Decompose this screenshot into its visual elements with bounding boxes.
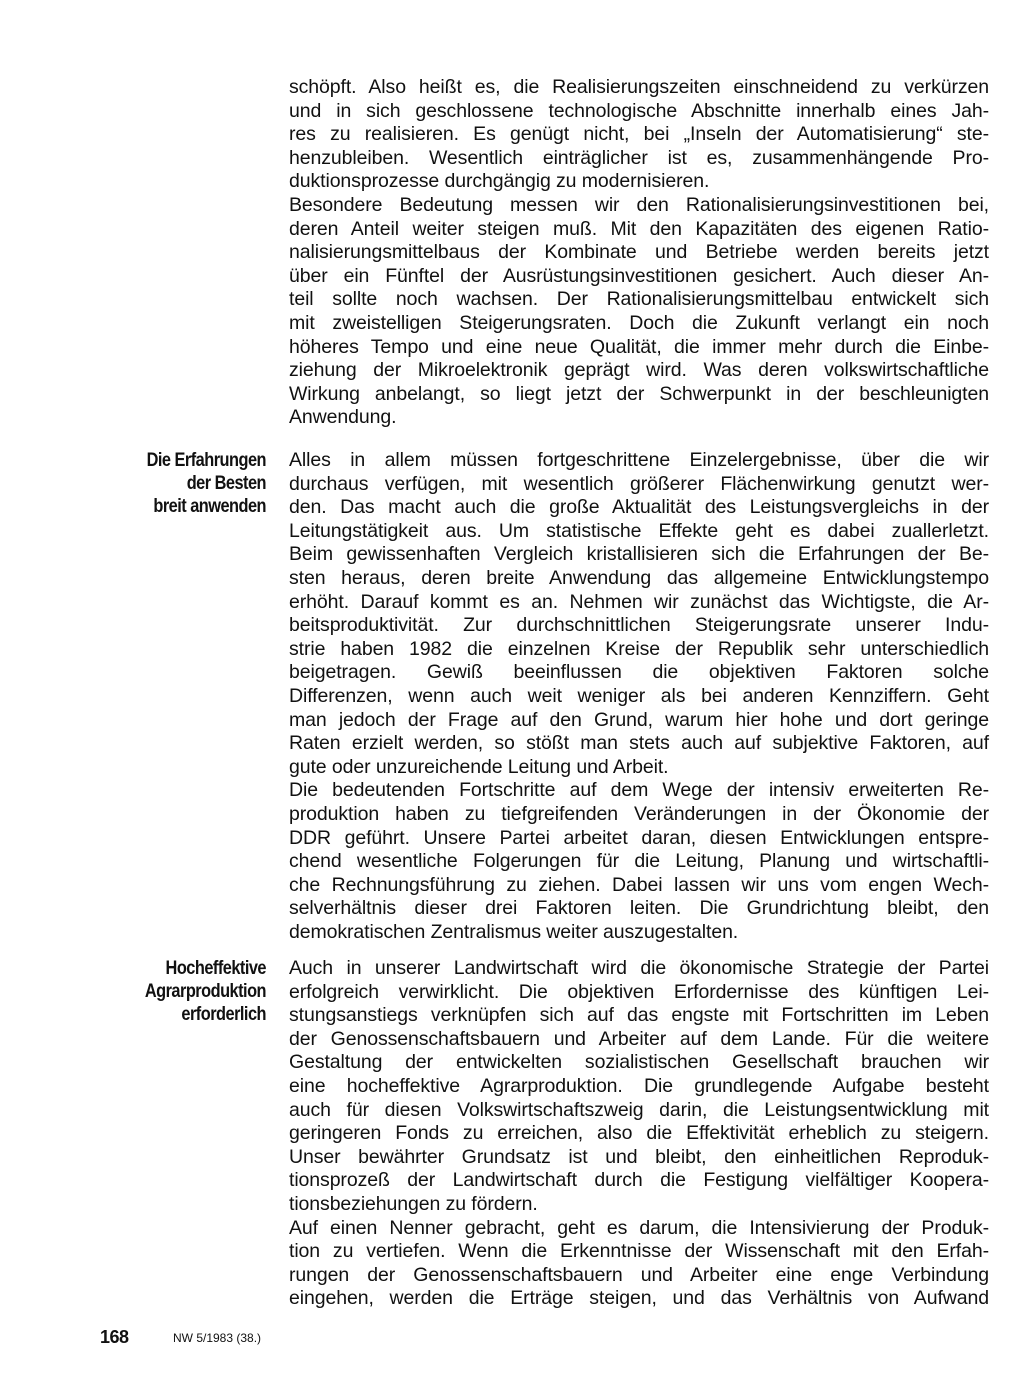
text-line: geringeren Fonds zu erreichen, also die Effektivität erheblich zu steigern.	[289, 1122, 989, 1145]
text-line: über ein Fünftel der Ausrüstungsinvestitionen gesichert. Auch dieser An-	[289, 264, 989, 287]
text-line: auch für diesen Volkswirtschaftszweig darin, die Leistungsentwicklung mit	[289, 1098, 989, 1121]
text-line: Beim gewissenhaften Vergleich kristallisieren sich die Erfahrungen der Be-	[289, 543, 989, 566]
text-line: tion zu vertiefen. Wenn die Erkenntnisse der Wissenschaft mit den Erfah-	[289, 1240, 989, 1263]
body-column	[289, 449, 989, 944]
side-heading-line: der Besten	[186, 473, 266, 494]
text-line: Differenzen, wenn auch weit weniger als bei anderen Kennziffern. Geht	[289, 684, 989, 707]
text-line: Besondere Bedeutung messen wir den Rationalisierungsinvestitionen bei,	[289, 193, 989, 216]
text-line: duktionsprozesse durchgängig zu modernisieren.	[289, 170, 710, 193]
text-line: den. Das macht auch die große Aktualität des Leistungsvergleichs in der	[289, 496, 989, 519]
text-line: Die bedeutenden Fortschritte auf dem Wege der intensiv erweiterten Re-	[289, 779, 989, 802]
text-line: stungsanstiegs verknüpfen sich auf das engste mit Fortschritten im Leben	[289, 1004, 989, 1027]
text-line: Wirkung anbelangt, so liegt jetzt der Schwerpunkt in der beschleunigten	[289, 382, 989, 405]
text-line: tionsprozeß der Landwirtschaft durch die Festigung vielfältiger Koopera-	[289, 1169, 989, 1192]
text-line: und in sich geschlossene technologische Abschnitte innerhalb eines Jah-	[289, 99, 989, 122]
text-line: Unser bewährter Grundsatz ist und bleibt, den einheitlichen Reproduk-	[289, 1145, 989, 1168]
text-line: produktion haben zu tiefgreifenden Veränderungen in der Ökonomie der	[289, 802, 989, 825]
text-line: chend wesentliche Folgerungen für die Leitung, Planung und wirtschaftli-	[289, 850, 989, 873]
text-line: erhöht. Darauf kommt es an. Nehmen wir zunächst das Wichtigste, die Ar-	[289, 590, 989, 613]
text-line: ziehung der Mikroelektronik geprägt wird. Was deren volkswirtschaftliche	[289, 359, 989, 382]
side-heading	[106, 957, 266, 1026]
text-line: sten heraus, deren breite Anwendung das allgemeine Entwicklungstempo	[289, 566, 989, 589]
issue-label: NW 5/1983 (38.)	[173, 1331, 262, 1345]
side-heading-line: Die Erfahrungen	[146, 450, 266, 471]
text-line: durchaus verfügen, mit wesentlich größerer Flächenwirkung genutzt wer-	[289, 472, 989, 495]
text-line: höheres Tempo und eine neue Qualität, die immer mehr durch die Einbe-	[289, 335, 989, 358]
text-line: man jedoch der Frage auf den Grund, warum hier hohe und dort geringe	[289, 708, 989, 731]
side-heading-line: breit anwenden	[153, 496, 266, 517]
page-number: 168	[100, 1327, 129, 1347]
text-line: der Genossenschaftsbauern und Arbeiter auf dem Lande. Für die weitere	[289, 1027, 989, 1050]
text-line: DDR geführt. Unsere Partei arbeitet daran, diesen Entwicklungen entspre-	[289, 826, 989, 849]
side-heading	[106, 449, 266, 518]
text-line: tionsbeziehungen zu fördern.	[289, 1192, 538, 1215]
text-line: demokratischen Zentralismus weiter auszugestalten.	[289, 920, 739, 943]
text-line: mit zweistelligen Steigerungsraten. Doch die Zukunft verlangt ein noch	[289, 311, 989, 334]
text-line: Auch in unserer Landwirtschaft wird die ökonomische Strategie der Partei	[289, 957, 989, 979]
text-line: erfolgreich verwirklicht. Die objektiven Erfordernisse des künftigen Lei-	[289, 980, 989, 1003]
text-line: eine hocheffektive Agrarproduktion. Die grundlegende Aufgabe besteht	[289, 1074, 989, 1097]
side-heading-line: Hocheffektive	[165, 958, 266, 979]
text-line: Leitungstätigkeit aus. Um statistische Effekte geht es dabei zuallerletzt.	[289, 519, 989, 542]
text-line: res zu realisieren. Es genügt nicht, bei „Inseln der Automatisierung“ ste-	[289, 123, 989, 146]
text-line: henzubleiben. Wesentlich einträglicher ist es, zusammenhängende Pro-	[289, 146, 989, 169]
text-line: eingehen, werden die Erträge steigen, und das Verhältnis von Aufwand	[289, 1287, 989, 1310]
text-line: beigetragen. Gewiß beeinflussen die objektiven Faktoren solche	[289, 661, 989, 684]
text-line: gute oder unzureichende Leitung und Arbeit.	[289, 755, 669, 778]
text-line: strie haben 1982 die einzelnen Kreise der Republik sehr unterschiedlich	[289, 637, 989, 660]
text-line: nalisierungsmittelbaus der Kombinate und Betriebe werden bereits jetzt	[289, 241, 989, 264]
text-line: Raten erzielt werden, so stößt man stets auch auf subjektive Faktoren, auf	[289, 732, 989, 755]
body-column	[289, 957, 989, 1311]
text-line: Auf einen Nenner gebracht, geht es darum, die Intensivierung der Produk-	[289, 1216, 989, 1239]
text-line: teil sollte noch wachsen. Der Rationalisierungsmittelbau entwickelt sich	[289, 288, 989, 311]
text-line: che Rechnungsführung zu ziehen. Dabei lassen wir uns vom engen Wech-	[289, 873, 989, 896]
side-heading-line: Agrarproduktion	[144, 981, 266, 1002]
text-line: deren Anteil weiter steigen muß. Mit den Kapazitäten des eigenen Ratio-	[289, 217, 989, 240]
text-line: rungen der Genossenschaftsbauern und Arbeiter eine enge Verbindung	[289, 1263, 989, 1286]
text-line: selverhältnis dieser drei Faktoren leiten. Die Grundrichtung bleibt, den	[289, 897, 989, 920]
text-line: beitsproduktivität. Zur durchschnittlichen Steigerungsrate unserer Indu-	[289, 614, 989, 637]
side-heading-line: erforderlich	[181, 1004, 266, 1025]
body-column	[289, 76, 989, 430]
text-line: Anwendung.	[289, 406, 397, 429]
text-line: Alles in allem müssen fortgeschrittene Einzelergebnisse, über die wir	[289, 449, 989, 471]
text-line: schöpft. Also heißt es, die Realisierungszeiten einschneidend zu verkürzen	[289, 76, 989, 98]
text-line: Gestaltung der entwickelten sozialistischen Gesellschaft brauchen wir	[289, 1051, 989, 1074]
